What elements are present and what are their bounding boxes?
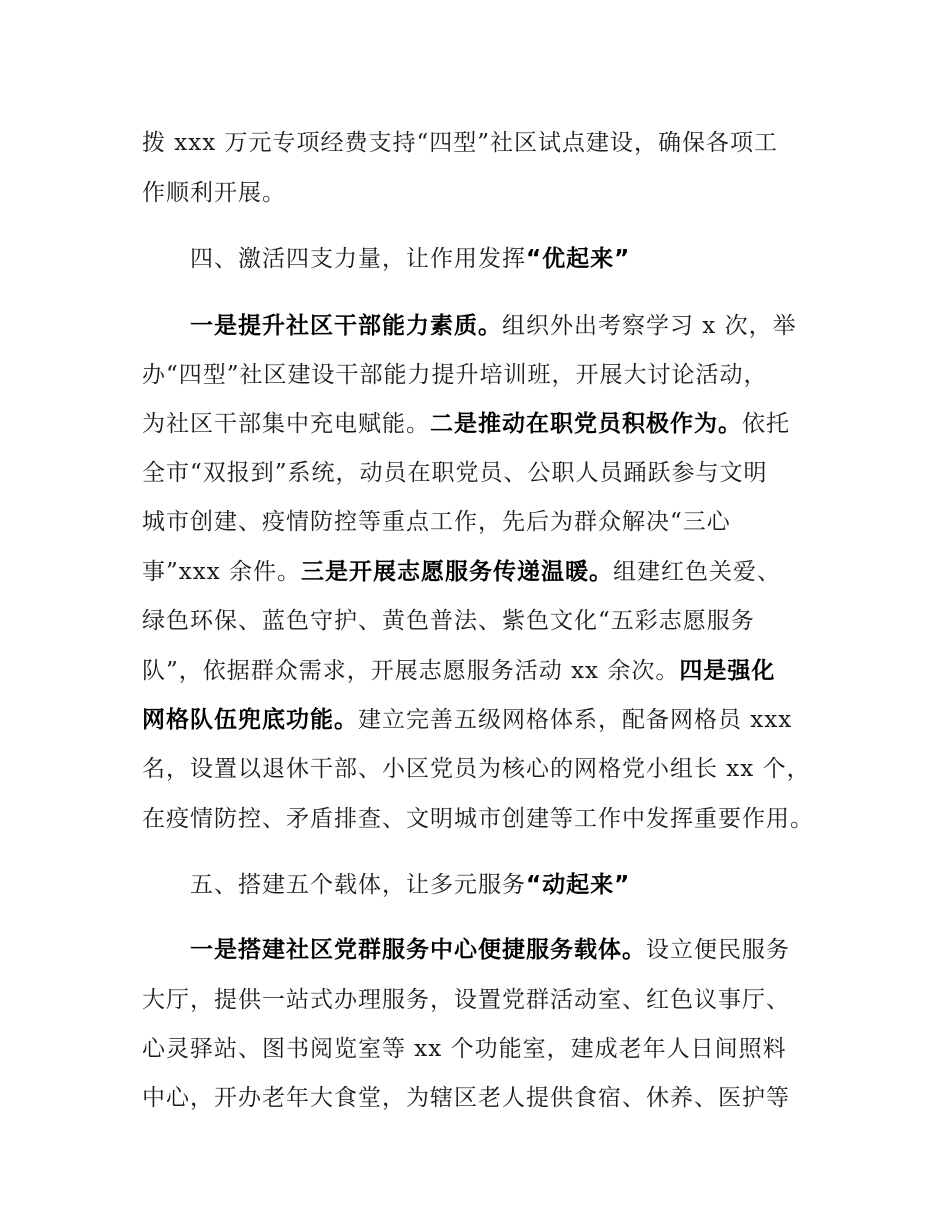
paragraph-line <box>142 557 781 587</box>
bold-lead-text: 一是搭建社区党群服务中心便捷服务载体。 <box>190 937 646 963</box>
paragraph-line <box>190 935 790 965</box>
text-run: 事”xxx 余件。 <box>142 559 301 585</box>
text-run: 在疫情防控、矛盾排查、文明城市创建等工作中发挥重要作用。 <box>142 806 814 832</box>
text-run: 绿色环保、蓝色守护、黄色普法、紫色文化“五彩志愿服务 <box>142 608 755 634</box>
paragraph-line <box>142 507 731 537</box>
paragraph-line <box>142 705 792 735</box>
paragraph-line <box>142 754 811 784</box>
text-run: 组建红色关爱、 <box>612 559 781 585</box>
paragraph-line <box>142 178 286 208</box>
paragraph-line <box>142 360 768 390</box>
text-run: 办“四型”社区建设干部能力提升培训班，开展大讨论活动， <box>142 362 768 388</box>
paragraph-line <box>142 458 768 488</box>
bold-lead-text: 网格队伍兜底功能。 <box>142 707 358 733</box>
paragraph-line <box>142 409 790 439</box>
text-run: 大厅，提供一站式办理服务，设置党群活动室、红色议事厅、 <box>142 987 790 1013</box>
text-run: 设立便民服务 <box>646 937 790 963</box>
text-run: 心灵驿站、图书阅览室等 xx 个功能室，建成老年人日间照料 <box>142 1036 787 1062</box>
section-heading-5 <box>190 870 630 900</box>
text-run: 全市“双报到”系统，动员在职党员、公职人员踊跃参与文明 <box>142 460 768 486</box>
bold-lead-text: 四是强化 <box>679 658 776 684</box>
text-run: 城市创建、疫情防控等重点工作，先后为群众解决“三心 <box>142 509 731 535</box>
text-run: 组织外出考察学习 x 次，举 <box>502 313 797 339</box>
text-run: 名，设置以退休干部、小区党员为核心的网格党小组长 xx 个， <box>142 756 811 782</box>
heading-emphasis: “动起来” <box>526 872 631 898</box>
paragraph-line <box>142 1034 787 1064</box>
heading-text: 四、激活四支力量，让作用发挥 <box>190 246 526 272</box>
paragraph-line <box>142 606 755 636</box>
text-run: 依托 <box>742 411 790 437</box>
text-run: 作顺利开展。 <box>142 180 286 206</box>
heading-text: 五、搭建五个载体，让多元服务 <box>190 872 526 898</box>
bold-lead-text: 二是推动在职党员积极作为。 <box>430 411 742 437</box>
text-run: 建立完善五级网格体系，配备网格员 xxx <box>358 707 793 733</box>
text-run: 中心，开办老年大食堂，为辖区老人提供食宿、休养、医护等 <box>142 1085 790 1111</box>
bold-lead-text: 一是提升社区干部能力素质。 <box>190 313 502 339</box>
paragraph-line <box>142 656 775 686</box>
paragraph-line <box>142 1083 790 1113</box>
paragraph-line <box>142 128 778 158</box>
text-run: 为社区干部集中充电赋能。 <box>142 411 430 437</box>
bold-lead-text: 三是开展志愿服务传递温暖。 <box>300 559 613 585</box>
paragraph-line <box>190 311 797 341</box>
paragraph-line <box>142 804 814 834</box>
section-heading-4 <box>190 244 630 274</box>
text-run: 队”，依据群众需求，开展志愿服务活动 xx 余次。 <box>142 658 680 684</box>
text-run: 拨 xxx 万元专项经费支持“四型”社区试点建设，确保各项工 <box>142 130 779 156</box>
paragraph-line <box>142 985 790 1015</box>
heading-emphasis: “优起来” <box>526 246 631 272</box>
